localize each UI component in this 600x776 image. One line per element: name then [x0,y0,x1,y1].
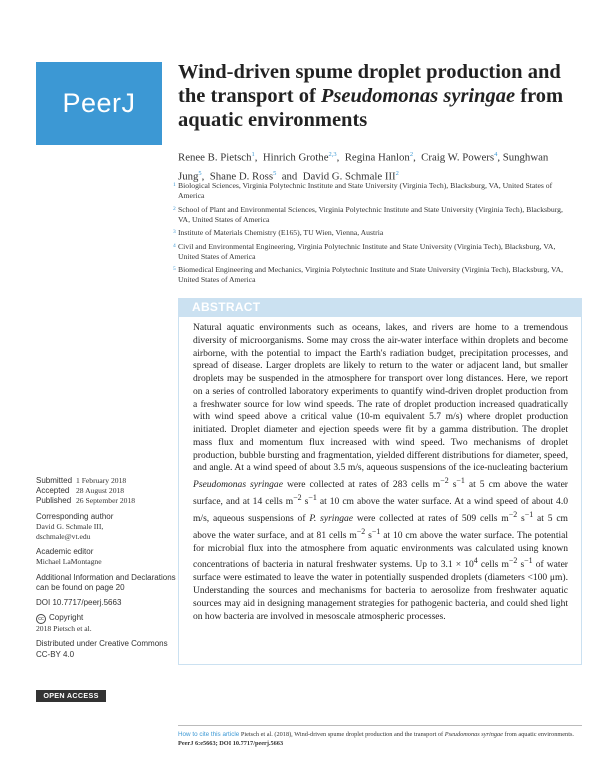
corresponding-author-label: Corresponding author [36,511,114,521]
copyright-holder: 2018 Pietsch et al. [36,624,92,634]
affiliation: 4 Civil and Environmental Engineering, Virginia Polytechnic Institute and State University (Virginia Tech), Blacksburg, VA, United States of America [173,241,556,261]
academic-editor-label: Academic editor [36,547,94,557]
affiliation: 3 Institute of Materials Chemistry (E165), TU Wien, Vienna, Austria [173,228,384,238]
author-list: Renee B. Pietsch$^1$, Hinrich Grothe$^{2,3}$, Regina Hanlon$^2$, Craig W. Powers$^4$, Sunghwan Jung$^5$, Shane D. Ross$^5$ and David G. Schmale III$^2$ [178,151,549,183]
author: Shane D. Ross [209,170,274,183]
abstract-heading: ABSTRACT [178,298,582,317]
copyright: cc Copyright [36,613,176,624]
published-date: Published 26 September 2018 [36,496,136,506]
additional-info: Additional Information and Declarations can be found on page 20 [36,572,176,592]
affiliation: 5 Biomedical Engineering and Mechanics, Virginia Polytechnic Institute and State University (Virginia Tech), Blacksburg, VA, United States of America [173,265,564,285]
author: Regina Hanlon [344,151,410,164]
affiliation-list [173,181,574,289]
peerj-logo: PeerJ [36,62,162,145]
footer-divider [178,725,582,726]
open-access-badge: OPEN ACCESS [36,690,106,702]
affiliation: 1 Biological Sciences, Virginia Polytechnic Institute and State University (Virginia Tech), Blacksburg, VA, United States of America [173,181,553,201]
author: Renee B. Pietsch [178,151,252,164]
author: Hinrich Grothe [262,151,329,164]
author: David G. Schmale III [302,170,396,183]
submitted-date: Submitted 1 February 2018 [36,476,127,485]
license-text: Distributed under Creative Commons CC-BY 4.0 [36,639,168,659]
doi-link[interactable]: DOI 10.7717/peerj.5663 [36,598,122,608]
copyright-icon: cc [36,614,46,624]
abstract-text: Natural aquatic environments such as oceans, lakes, and rivers are home to a tremendous diversity of microorganisms. Some may cross the air-water interface within droplets and become airborne, with the potential to impact the Earth's radiation budget, precipitation processes, and spread of disease. Larger droplets are likely to return to the water or adjacent land, but smaller droplets may be suspended in the atmosphere for transport over long distances. Here, we report on a series of controlled laboratory experiments to quantify wind-driven droplet production from a freshwater source for low wind speeds. The rate of droplet production increased quadratically with wind speed above a critical value (10-m equivalent 5.7 m/s) where droplet production initiated. Droplet diameter and ejection speeds were fit by a gamma distribution. The droplet mass flux and momentum flux increased with wind speed. Two mechanisms of droplet production, bubble bursting and fragmentation, yielded different distributions for diameter, speed, and angle. At a wind speed of about 3.5 m/s, aqueous suspensions of the ice-nucleating bacterium Pseudomonas syringae were collected at rates of 283 cells $m^{-2}$ $s^{-1}$ at 5 cm above the water surface, and at 14 cells $m^{-2}$ $s^{-1}$ at 10 cm above the water surface. At a wind speed of about 4.0 m/s, aqueous suspensions of P. syringae were collected at rates of 509 cells $m^{-2}$ $s^{-1}$ at 5 cm above the water surface, and at 81 cells $m^{-2}$ $s^{-1}$ at 10 cm above the water surface. The potential for microbial flux into the atmosphere from aquatic environments was calculated using known concentrations of bacteria in natural freshwater systems. Up to $3.1 \times 10^4$ cells $m^{-2}$ $s^{-1}$ of water surface were estimated to leave the water in potentially suspended droplets (diameters <100 μm). Understanding the sources and mechanisms for bacteria to aerosolize from freshwater aquatic sources may aid in designing management strategies for pathogenic bacteria, and could shed light on how bacteria are involved in mesoscale atmospheric processes. [193,322,569,622]
author: Craig W. Powers [421,151,495,164]
corresponding-author-email[interactable]: dschmale@vt.edu [36,532,91,542]
affiliation: 2 School of Plant and Environmental Sciences, Virginia Polytechnic Institute and State University (Virginia Tech), Blacksburg, VA, United States of America [173,204,563,224]
corresponding-author-name: David G. Schmale III, [36,521,104,531]
author: Sunghwan Jung [178,151,549,183]
accepted-date: Accepted 28 August 2018 [36,486,125,496]
article-title: Wind-driven spume droplet production and the transport of Pseudomonas syringae from aquatic environments [178,61,564,131]
article-sidebar [36,476,176,660]
citation-footer: How to cite this article Pietsch et al. (2018), Wind-driven spume droplet production and the transport of Pseudomonas syringae from aquatic environments. PeerJ 6:e5663; DOI 10.7717/peerj.5663 [178,731,574,747]
academic-editor-name: Michael LaMontagne [36,557,102,567]
